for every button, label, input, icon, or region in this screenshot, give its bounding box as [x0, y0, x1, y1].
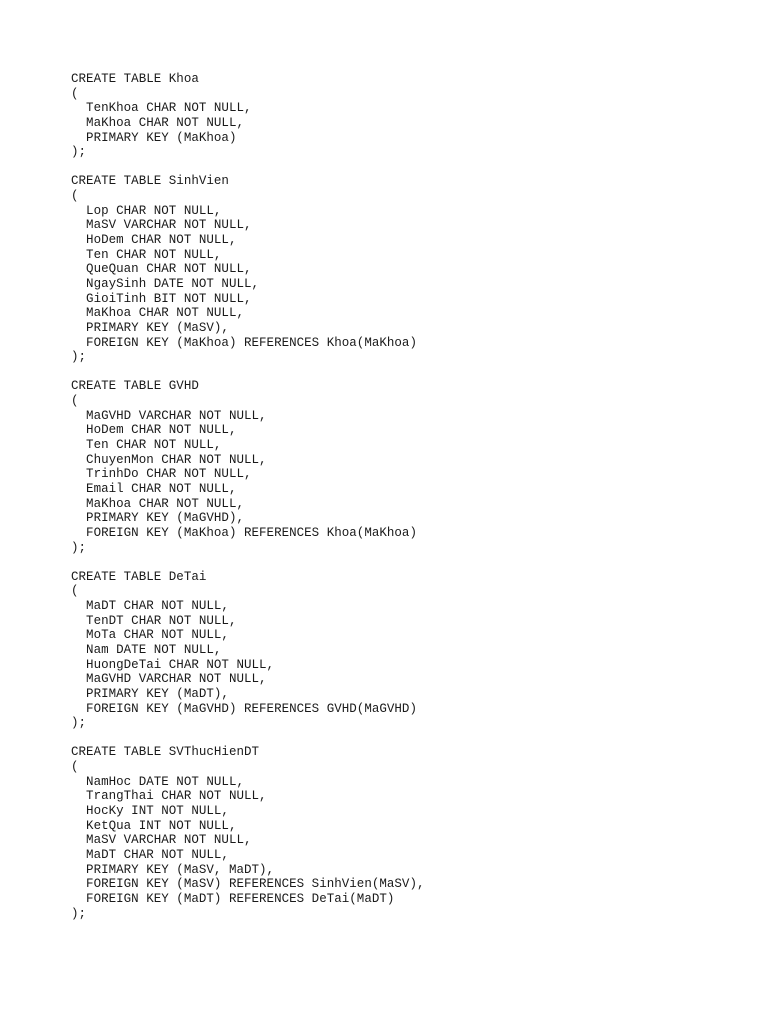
- sql-code-line: FOREIGN KEY (MaSV) REFERENCES SinhVien(MaSV),: [71, 877, 425, 892]
- sql-document: [71, 72, 751, 921]
- sql-code-line: );: [71, 145, 87, 160]
- sql-code-line: PRIMARY KEY (MaGVHD),: [71, 511, 244, 526]
- sql-code-line: NgaySinh DATE NOT NULL,: [71, 276, 260, 291]
- sql-code-line: MaDT CHAR NOT NULL,: [71, 599, 229, 614]
- blank-line-separator: [71, 160, 751, 175]
- sql-code-line: Ten CHAR NOT NULL,: [71, 247, 222, 262]
- sql-code-line: Ten CHAR NOT NULL,: [71, 438, 222, 453]
- blank-line-separator: [71, 365, 751, 380]
- sql-code-line: (: [71, 394, 79, 409]
- sql-code-line: MaDT CHAR NOT NULL,: [71, 847, 229, 862]
- sql-code-line: MaKhoa CHAR NOT NULL,: [71, 496, 244, 511]
- sql-code-line: FOREIGN KEY (MaKhoa) REFERENCES Khoa(MaKhoa): [71, 525, 417, 540]
- blank-line-separator: [71, 555, 751, 570]
- sql-code-line: MaGVHD VARCHAR NOT NULL,: [71, 408, 267, 423]
- sql-code-line: TenKhoa CHAR NOT NULL,: [71, 101, 252, 116]
- sql-code-line: HoDem CHAR NOT NULL,: [71, 423, 237, 438]
- sql-code-line: TrinhDo CHAR NOT NULL,: [71, 467, 252, 482]
- sql-code-line: PRIMARY KEY (MaKhoa): [71, 130, 237, 145]
- sql-create-table-block: [71, 72, 751, 160]
- sql-code-line: ChuyenMon CHAR NOT NULL,: [71, 452, 267, 467]
- sql-create-table-block: [71, 379, 751, 555]
- create-table-statement: CREATE TABLE SinhVien: [71, 174, 229, 189]
- sql-code-line: MaKhoa CHAR NOT NULL,: [71, 306, 244, 321]
- sql-create-table-block: [71, 745, 751, 921]
- create-table-statement: CREATE TABLE SVThucHienDT: [71, 745, 260, 760]
- sql-code-line: Nam DATE NOT NULL,: [71, 642, 222, 657]
- sql-code-line: MaSV VARCHAR NOT NULL,: [71, 218, 252, 233]
- sql-code-line: PRIMARY KEY (MaDT),: [71, 686, 229, 701]
- sql-code-line: Email CHAR NOT NULL,: [71, 481, 237, 496]
- sql-code-line: PRIMARY KEY (MaSV, MaDT),: [71, 862, 275, 877]
- sql-code-line: NamHoc DATE NOT NULL,: [71, 774, 244, 789]
- sql-code-line: MaGVHD VARCHAR NOT NULL,: [71, 672, 267, 687]
- create-table-statement: CREATE TABLE DeTai: [71, 569, 207, 584]
- sql-code-line: MaSV VARCHAR NOT NULL,: [71, 833, 252, 848]
- create-table-statement: CREATE TABLE GVHD: [71, 379, 199, 394]
- sql-code-line: (: [71, 584, 79, 599]
- sql-code-line: );: [71, 906, 87, 921]
- sql-create-table-block: [71, 570, 751, 731]
- sql-code-line: GioiTinh BIT NOT NULL,: [71, 291, 252, 306]
- sql-code-line: TenDT CHAR NOT NULL,: [71, 613, 237, 628]
- sql-code-line: );: [71, 716, 87, 731]
- sql-create-table-block: [71, 174, 751, 364]
- blank-line-separator: [71, 731, 751, 746]
- sql-code-line: HuongDeTai CHAR NOT NULL,: [71, 657, 275, 672]
- sql-code-line: MoTa CHAR NOT NULL,: [71, 628, 229, 643]
- sql-code-line: PRIMARY KEY (MaSV),: [71, 320, 229, 335]
- sql-code-line: (: [71, 86, 79, 101]
- sql-code-line: );: [71, 540, 87, 555]
- sql-code-line: (: [71, 189, 79, 204]
- sql-code-line: Lop CHAR NOT NULL,: [71, 203, 222, 218]
- sql-code-line: (: [71, 760, 79, 775]
- sql-code-line: HocKy INT NOT NULL,: [71, 804, 229, 819]
- sql-code-line: );: [71, 350, 87, 365]
- sql-code-line: FOREIGN KEY (MaGVHD) REFERENCES GVHD(MaGVHD): [71, 701, 417, 716]
- sql-code-line: HoDem CHAR NOT NULL,: [71, 233, 237, 248]
- sql-code-line: FOREIGN KEY (MaKhoa) REFERENCES Khoa(MaKhoa): [71, 335, 417, 350]
- sql-code-line: FOREIGN KEY (MaDT) REFERENCES DeTai(MaDT): [71, 891, 395, 906]
- create-table-statement: CREATE TABLE Khoa: [71, 72, 199, 86]
- sql-code-line: MaKhoa CHAR NOT NULL,: [71, 115, 244, 130]
- sql-code-line: TrangThai CHAR NOT NULL,: [71, 789, 267, 804]
- sql-code-line: KetQua INT NOT NULL,: [71, 818, 237, 833]
- sql-code-line: QueQuan CHAR NOT NULL,: [71, 262, 252, 277]
